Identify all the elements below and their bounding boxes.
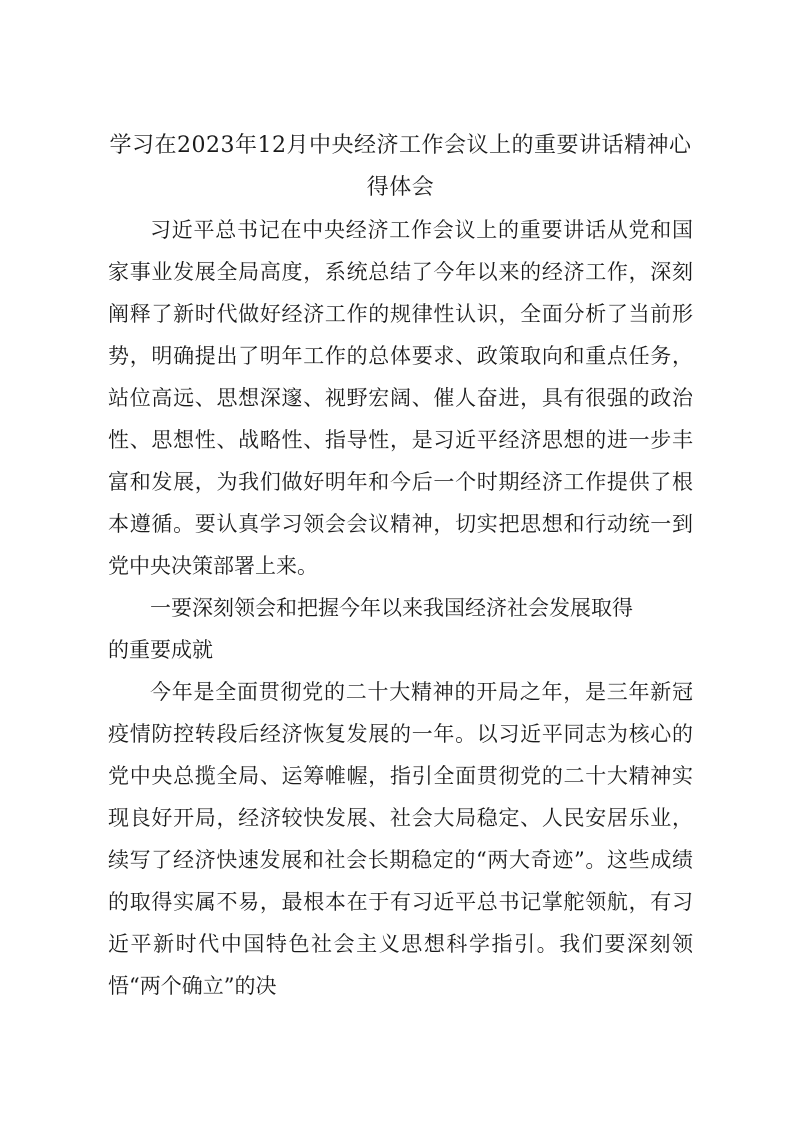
- document-body: [108, 125, 693, 1007]
- paragraph-intro: 习近平总书记在中央经济工作会议上的重要讲话从党和国家事业发展全局高度，系统总结了今年以来的经济工作，深刻阐释了新时代做好经济工作的规律性认识，全面分析了当前形势，明确提出了明年工作的总体要求、政策取向和重点任务，站位高远、思想深邃、视野宏阔、催人奋进，具有很强的政治性、思想性、战略性、指导性，是习近平经济思想的进一步丰富和发展，为我们做好明年和今后一个时期经济工作提供了根本遵循。要认真学习领会会议精神，切实把思想和行动统一到党中央决策部署上来。: [108, 218, 693, 578]
- document-title: 学习在2023年12月中央经济工作会议上的重要讲话精神心得体会: [109, 133, 692, 200]
- paragraph-achievements: 今年是全面贯彻党的二十大精神的开局之年，是三年新冠疫情防控转段后经济恢复发展的一年。以习近平同志为核心的党中央总揽全局、运筹帷幄，指引全面贯彻党的二十大精神实现良好开局，经济较快发展、社会大局稳定、人民安居乐业，续写了经济快速发展和社会长期稳定的“两大奇迹”。这些成绩的取得实属不易，最根本在于有习近平总书记掌舵领航，有习近平新时代中国特色社会主义思想科学指引。我们要深刻领悟“两个确立”的决: [108, 680, 693, 998]
- section-heading-1: 一要深刻领会和把握今年以来我国经济社会发展取得的重要成就: [108, 596, 633, 662]
